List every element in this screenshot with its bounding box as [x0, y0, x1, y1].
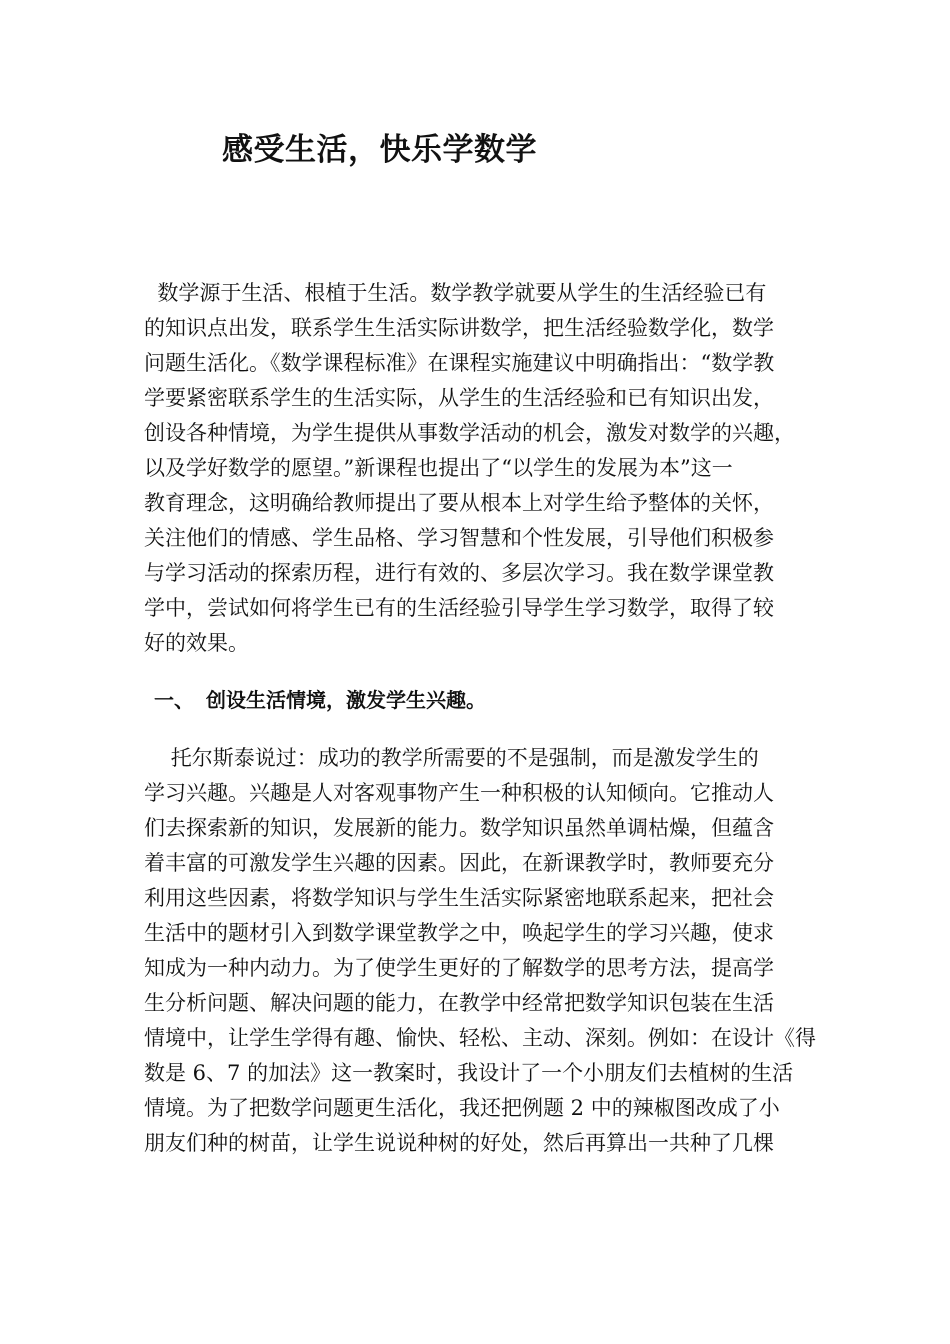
text-line: 问题生活化。《数学课程标准》在课程实施建议中明确指出：“数学教: [144, 351, 775, 375]
text-line: 数学源于生活、根植于生活。数学教学就要从学生的生活经验已有: [144, 281, 767, 305]
text-line: 们去探索新的知识，发展新的能力。数学知识虽然单调枯燥，但蕴含: [144, 816, 774, 840]
text-line: 知成为一种内动力。为了使学生更好的了解数学的思考方法，提高学: [144, 956, 774, 980]
text-line: 情境中，让学生学得有趣、愉快、轻松、主动、深刻。例如：在设计《得: [144, 1026, 816, 1050]
text-line: 朋友们种的树苗，让学生说说种树的好处，然后再算出一共种了几棵: [144, 1131, 774, 1155]
text-line: 以及学好数学的愿望。”新课程也提出了“以学生的发展为本”这一: [144, 456, 733, 480]
text-line: 教育理念，这明确给教师提出了要从根本上对学生给予整体的关怀，: [144, 491, 774, 515]
section-heading-text: 创设生活情境，激发学生兴趣。: [206, 688, 486, 712]
text-line: 好的效果。: [144, 631, 249, 655]
document-title: 感受生活，快乐学数学: [222, 132, 537, 168]
text-line: 学习兴趣。兴趣是人对客观事物产生一种积极的认知倾向。它推动人: [144, 781, 774, 805]
text-line: 利用这些因素，将数学知识与学生生活实际紧密地联系起来，把社会: [144, 886, 774, 910]
section-heading: [154, 683, 486, 718]
intro-paragraph: [144, 276, 824, 661]
text-line: 情境。为了把数学问题更生活化，我还把例题 2 中的辣椒图改成了小: [144, 1096, 780, 1120]
text-line: 生分析问题、解决问题的能力，在教学中经常把数学知识包装在生活: [144, 991, 774, 1015]
text-line: 学要紧密联系学生的生活实际，从学生的生活经验和已有知识出发，: [144, 386, 774, 410]
text-line: 的知识点出发，联系学生生活实际讲数学，把生活经验数学化，数学: [144, 316, 774, 340]
text-line: 着丰富的可激发学生兴趣的因素。因此，在新课教学时，教师要充分: [144, 851, 774, 875]
text-line: 数是 6、7 的加法》这一教案时，我设计了一个小朋友们去植树的生活: [144, 1061, 794, 1085]
text-line: 创设各种情境，为学生提供从事数学活动的机会，激发对数学的兴趣，: [144, 421, 795, 445]
text-line: 与学习活动的探索历程，进行有效的、多层次学习。我在数学课堂教: [144, 561, 774, 585]
section-paragraph: [144, 741, 824, 1161]
text-line: 托尔斯泰说过：成功的教学所需要的不是强制，而是激发学生的: [144, 746, 759, 770]
text-line: 学中，尝试如何将学生已有的生活经验引导学生学习数学，取得了较: [144, 596, 774, 620]
text-line: 生活中的题材引入到数学课堂教学之中，唤起学生的学习兴趣，使求: [144, 921, 774, 945]
section-number: 一、: [154, 688, 194, 712]
text-line: 关注他们的情感、学生品格、学习智慧和个性发展，引导他们积极参: [144, 526, 774, 550]
